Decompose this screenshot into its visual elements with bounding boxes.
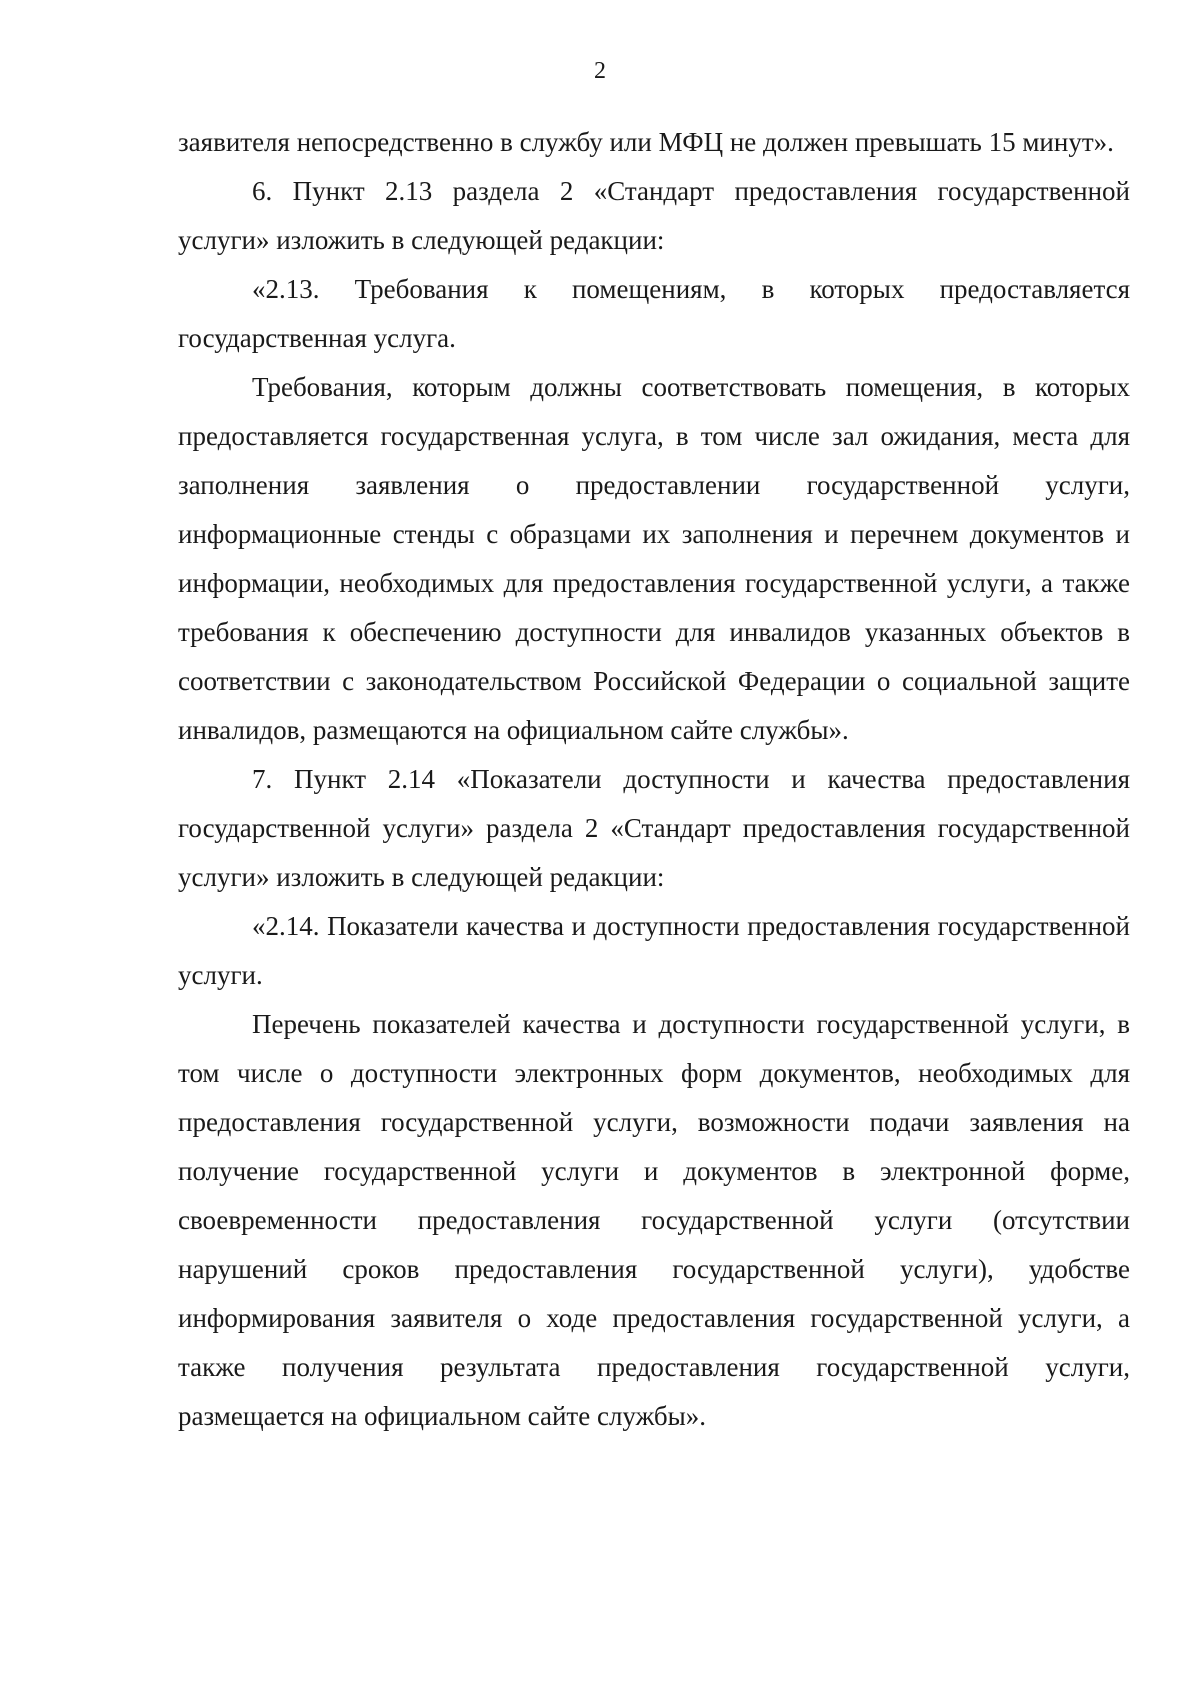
- paragraph-item-7: 7. Пункт 2.14 «Показатели доступности и качества предоставления государственной услуги» раздела 2 «Стандарт предоставления государственной услуги» изложить в следующей редакции:: [178, 764, 1130, 892]
- paragraph-section-2-14-heading: «2.14. Показатели качества и доступности предоставления государственной услуги.: [178, 911, 1130, 990]
- document-body: [178, 118, 1130, 1441]
- paragraph-section-2-13-body: Требования, которым должны соответствовать помещения, в которых предоставляется государственная услуга, в том числе зал ожидания, места для заполнения заявления о предоставлении государственной услуги, информационные стенды с образцами их заполнения и перечнем документов и информации, необходимых для предоставления государственной услуги, а также требования к обеспечению доступности для инвалидов указанных объектов в соответствии с законодательством Российской Федерации о социальной защите инвалидов, размещаются на официальном сайте службы».: [178, 372, 1130, 745]
- paragraph-continuation: заявителя непосредственно в службу или МФЦ не должен превышать 15 минут».: [178, 127, 1114, 157]
- paragraph-section-2-14-body: Перечень показателей качества и доступности государственной услуги, в том числе о доступности электронных форм документов, необходимых для предоставления государственной услуги, возможности подачи заявления на получение государственной услуги и документов в электронной форме, своевременности предоставления государственной услуги (отсутствии нарушений сроков предоставления государственной услуги), удобстве информирования заявителя о ходе предоставления государственной услуги, а также получения результата предоставления государственной услуги, размещается на официальном сайте службы».: [178, 1009, 1130, 1431]
- paragraph-section-2-13-heading: «2.13. Требования к помещениям, в которых предоставляется государственная услуга.: [178, 274, 1130, 353]
- paragraph-item-6: 6. Пункт 2.13 раздела 2 «Стандарт предоставления государственной услуги» изложить в следующей редакции:: [178, 176, 1130, 255]
- page-number: 2: [594, 58, 606, 84]
